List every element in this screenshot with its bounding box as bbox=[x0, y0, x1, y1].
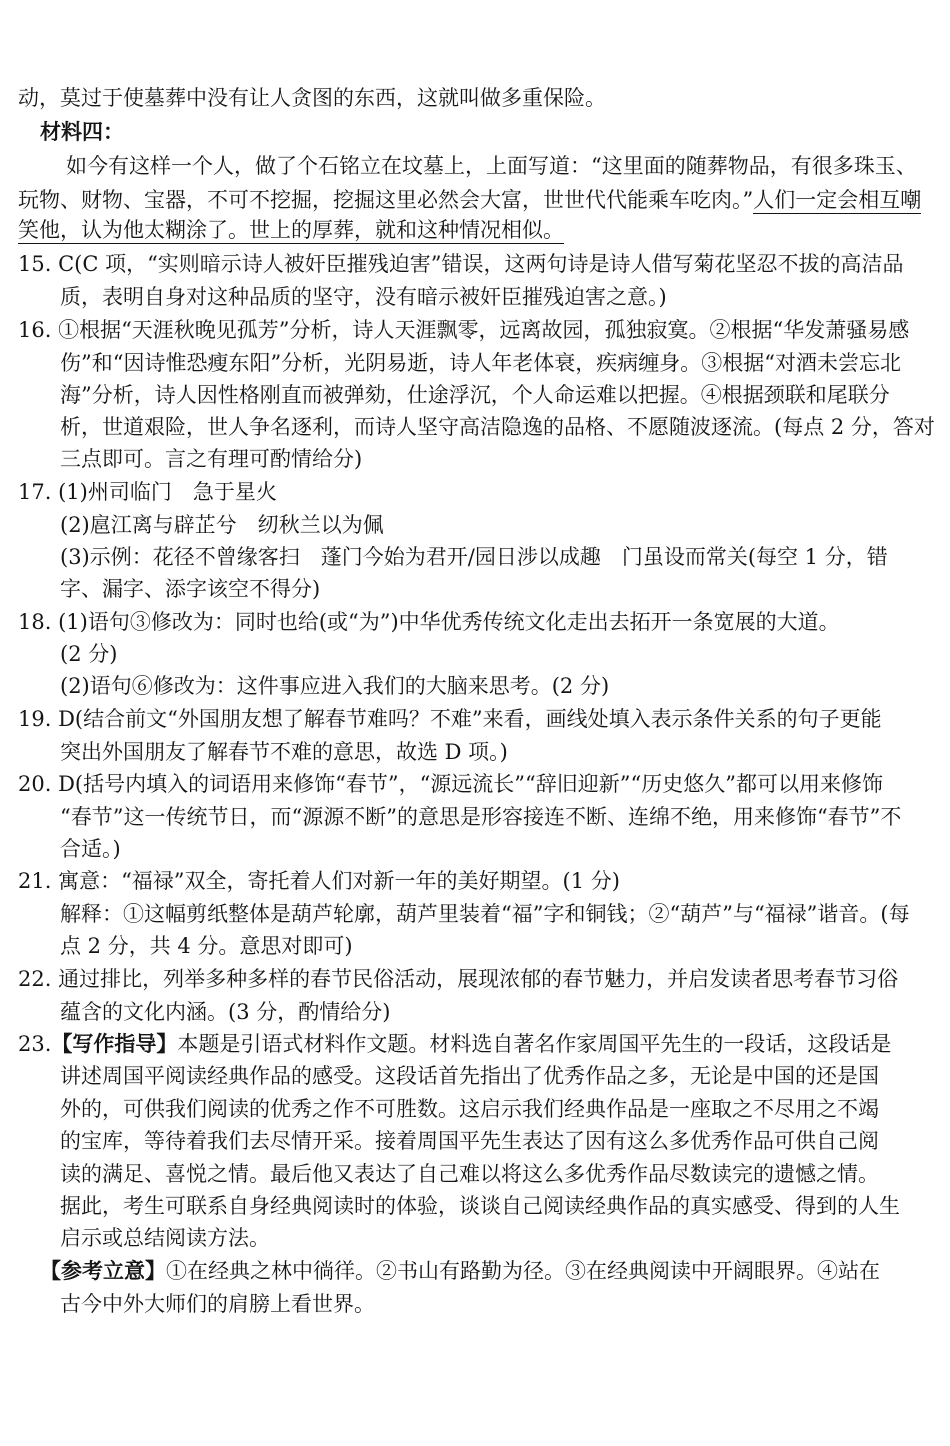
answer-17-line: (3)示例：花径不曾缘客扫 蓬门今始为君开/园日涉以成趣 门虽设而常关(每空 1 分，错 bbox=[60, 545, 888, 569]
material4-heading: 材料四： bbox=[40, 119, 124, 144]
answer-23-line: 外的，可供我们阅读的优秀之作不可胜数。这启示我们经典作品是一座取之不尽用之不竭 bbox=[60, 1097, 879, 1121]
answer-23-line bbox=[0, 1255, 950, 1287]
material4-line bbox=[0, 214, 950, 246]
answer-20-line: “春节”这一传统节日，而“源源不断”的意思是形容接连不断、连绵不绝，用来修饰“春节”不 bbox=[60, 805, 902, 829]
answer-23-line: 据此，考生可联系自身经典阅读时的体验，谈谈自己阅读经典作品的真实感受、得到的人生 bbox=[60, 1194, 900, 1218]
answer-15-line: 15. C(C 项，“实则暗示诗人被奸臣摧残迫害”错误，这两句诗是诗人借写菊花坚忍不拔的高洁品 bbox=[18, 252, 904, 276]
answer-19-line: 19. D(结合前文“外国朋友想了解春节难吗？不难”来看，画线处填入表示条件关系的句子更能 bbox=[18, 707, 882, 731]
answer-16-line: 16. ①根据“天涯秋晚见孤芳”分析，诗人天涯飘零，远离故园，孤独寂寞。②根据“华发萧骚易感 bbox=[18, 318, 910, 342]
answer-22-line: 蕴含的文化内涵。(3 分，酌情给分) bbox=[60, 1000, 391, 1024]
answer-19-line: 突出外国朋友了解春节不难的意思，故选 D 项。) bbox=[60, 740, 508, 764]
answer-23-line: 启示或总结阅读方法。 bbox=[60, 1226, 270, 1250]
answer-23-text: 本题是引语式材料作文题。材料选自著名作家周国平先生的一段话，这段话是 bbox=[177, 1032, 892, 1056]
answer-16-line: 三点即可。言之有理可酌情给分) bbox=[60, 447, 363, 471]
answer-21-line: 21. 寓意：“福禄”双全，寄托着人们对新一年的美好期望。(1 分) bbox=[18, 869, 620, 893]
material4-text: 玩物、财物、宝器，不可不挖掘，挖掘这里必然会大富，世世代代能乘车吃肉。” bbox=[18, 188, 754, 212]
answer-20-line: 合适。) bbox=[60, 837, 121, 861]
answer-18-line: (2)语句⑥修改为：这件事应进入我们的大脑来思考。(2 分) bbox=[60, 674, 610, 698]
answer-20-line: 20. D(括号内填入的词语用来修饰“春节”，“源远流长”“辞旧迎新”“历史悠久”都可以用来修饰 bbox=[18, 772, 883, 796]
writing-guide-label: 【写作指导】 bbox=[51, 1031, 178, 1056]
answer-21-line: 解释：①这幅剪纸整体是葫芦轮廓，葫芦里装着“福”字和铜钱；②“葫芦”与“福禄”谐音。(每 bbox=[60, 902, 910, 926]
material4-line: 如今有这样一个人，做了个石铭立在坟墓上，上面写道：“这里面的随葬物品，有很多珠玉、 bbox=[66, 154, 917, 178]
answer-22-line: 22. 通过排比，列举多种多样的春节民俗活动，展现浓郁的春节魅力，并启发读者思考春节习俗 bbox=[18, 967, 899, 991]
answer-16-line: 伤”和“因诗惟恐瘦东阳”分析，光阴易逝，诗人年老体衰，疾病缠身。③根据“对酒未尝忘北 bbox=[60, 351, 901, 375]
answer-23-line: 读的满足、喜悦之情。最后他又表达了自己难以将这么多优秀作品尽数读完的遗憾之情。 bbox=[60, 1162, 879, 1186]
answer-16-line: 海”分析，诗人因性格刚直而被弹劾，仕途浮沉，个人命运难以把握。④根据颈联和尾联分 bbox=[60, 383, 890, 407]
reference-idea-text: ①在经典之林中徜徉。②书山有路勤为径。③在经典阅读中开阔眼界。④站在 bbox=[166, 1259, 880, 1283]
answer-17-line: 17. (1)州司临门 急于星火 bbox=[18, 480, 277, 504]
answer-21-line: 点 2 分，共 4 分。意思对即可) bbox=[60, 934, 353, 958]
underlined-sentence: 人们一定会相互嘲 bbox=[753, 188, 922, 212]
answer-17-line: (2)扈江离与辟芷兮 纫秋兰以为佩 bbox=[60, 513, 384, 537]
answer-number: 23. bbox=[18, 1032, 52, 1056]
answer-23-line bbox=[0, 1028, 950, 1060]
answer-18-line: 18. (1)语句③修改为：同时也给(或“为”)中华优秀传统文化走出去拓开一条宽展的大道。 bbox=[18, 610, 840, 634]
answer-23-line: 的宝库，等待着我们去尽情开采。接着周国平先生表达了因有这么多优秀作品可供自己阅 bbox=[60, 1129, 879, 1153]
material4-line bbox=[0, 184, 950, 216]
answer-23-line: 古今中外大师们的肩膀上看世界。 bbox=[60, 1292, 375, 1316]
underlined-sentence: 笑他，认为他太糊涂了。世上的厚葬，就和这种情况相似。 bbox=[18, 218, 564, 242]
answer-17-line: 字、漏字、添字该空不得分) bbox=[60, 577, 321, 601]
reference-idea-label: 【参考立意】 bbox=[40, 1258, 166, 1283]
answer-15-line: 质，表明自身对这种品质的坚守，没有暗示被奸臣摧残迫害之意。) bbox=[60, 285, 667, 309]
answer-16-line: 析，世道艰险，世人争名逐利，而诗人坚守高洁隐逸的品格、不愿随波逐流。(每点 2 分，答对 bbox=[60, 415, 935, 439]
material3-tail: 动，莫过于使墓葬中没有让人贪图的东西，这就叫做多重保险。 bbox=[18, 86, 606, 110]
answer-23-line: 讲述周国平阅读经典作品的感受。这段话首先指出了优秀作品之多，无论是中国的还是国 bbox=[60, 1064, 879, 1088]
answer-18-line: (2 分) bbox=[60, 642, 118, 666]
